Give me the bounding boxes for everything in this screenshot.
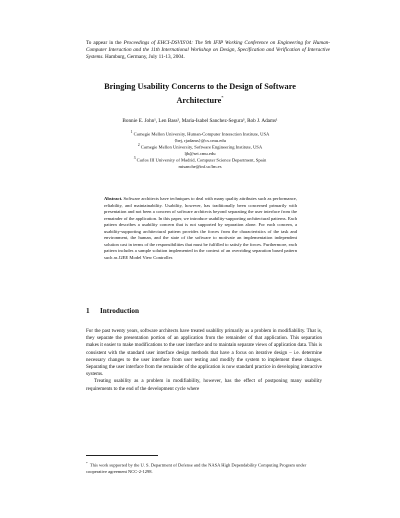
affiliation-3-name: Carlos III University of Madrid, Computer Science Department, Spain xyxy=(136,157,267,163)
affiliation-2-name: Carnegie Mellon University, Software Engineering Institute, USA xyxy=(140,144,263,150)
introduction-body xyxy=(86,328,322,393)
affiliation-2-org xyxy=(90,142,310,151)
affiliation-1-num: 1 xyxy=(130,130,133,134)
conference-note-suffix: Hamburg, Germany, July 11-13, 2004. xyxy=(103,54,185,60)
affiliation-1-email: {bej, rjadams}@cs.cmu.edu xyxy=(174,137,226,143)
abstract-label: Abstract. xyxy=(104,196,123,201)
conference-note-proceedings: Proceedings of EHCI-DSVIS'04: The 9th IFIP Working Conference on Engineering for Human-Computer Interaction and the 11th International Workshop on Design, Specification and Verification of Interactive Systems. xyxy=(86,40,330,60)
affiliation-1-org xyxy=(90,129,310,138)
paper-title xyxy=(70,82,330,106)
title-footnote-mark: * xyxy=(221,94,224,100)
conference-note xyxy=(86,40,330,61)
affiliation-3-num: 3 xyxy=(133,156,136,160)
body-paragraph-2: Treating usability as a problem in modifiability, however, has the effect of postponing many usability requirements to the end of the development cycle where xyxy=(86,378,322,392)
paper-title-line-2 xyxy=(70,93,330,106)
footnote-text: This work supported by the U. S. Department of Defense and the NASA High Dependability Computing Program under cooperative agreement NCC-2-1298. xyxy=(86,462,307,474)
section-title: Introduction xyxy=(100,307,140,315)
abstract-text: Software architects have techniques to deal with many quality attributes such as performance, reliability, and maintainability. Usability, however, has traditionally been concerned primarily with presentation and not been a concern of software architects beyond separating the user interface from the remainder of the application. In this paper, we introduce usability-supporting architectural patterns. Each pattern describes a usability concern that is not supported by separation alone. For each concern, a usability-supporting architectural pattern provides the forces from the characteristics of the task and environment, the human, and the state of the software to motivate an implementation independent solution cast in terms of the responsibilities that must be fulfilled to satisfy the forces. Furthermore, each pattern includes a sample solution implemented in the context of an overriding separation based pattern such as J2EE Model View Controller. xyxy=(104,196,297,260)
footnote-divider xyxy=(86,455,158,456)
footnote-mark: * xyxy=(86,461,88,465)
section-number: 1 xyxy=(86,307,90,315)
affiliation-3-org xyxy=(90,155,310,164)
affiliation-2-email: ljb@sei.cmu.edu xyxy=(184,150,216,156)
paper-title-line-1: Bringing Usability Concerns to the Design of Software xyxy=(104,82,296,91)
section-heading xyxy=(86,307,326,315)
conference-note-prefix: To appear in the xyxy=(86,40,124,46)
author-list: Bonnie E. John¹, Len Bass², Maria-Isabel Sanchez-Segura³, Rob J. Adams¹ xyxy=(122,118,278,124)
affiliation-3 xyxy=(90,155,310,170)
footnote xyxy=(86,460,322,475)
body-paragraph-1: For the past twenty years, software architects have treated usability primarily as a problem in modifiability. That is, they separate the presentation portion of an application from the remainder of that application. This separation makes it easier to make modifications to the user interface and to maintain separate views of application data. This is consistent with the standard user interface design methods that have a focus on iterative design – i.e. determine necessary changes to the user interface from user testing and modify the system to implement these changes. Separating the user interface from the remainder of the application is now standard practice in developing interactive systems. xyxy=(86,328,322,378)
paper-title-line-2-text: Architecture xyxy=(176,95,222,105)
affiliation-3-email: misanche@inf.uc3m.es xyxy=(178,163,222,169)
affiliation-2-num: 2 xyxy=(137,143,140,147)
affiliation-1-name: Carnegie Mellon University, Human-Computer Interaction Institute, USA xyxy=(133,131,270,137)
abstract xyxy=(104,196,297,261)
